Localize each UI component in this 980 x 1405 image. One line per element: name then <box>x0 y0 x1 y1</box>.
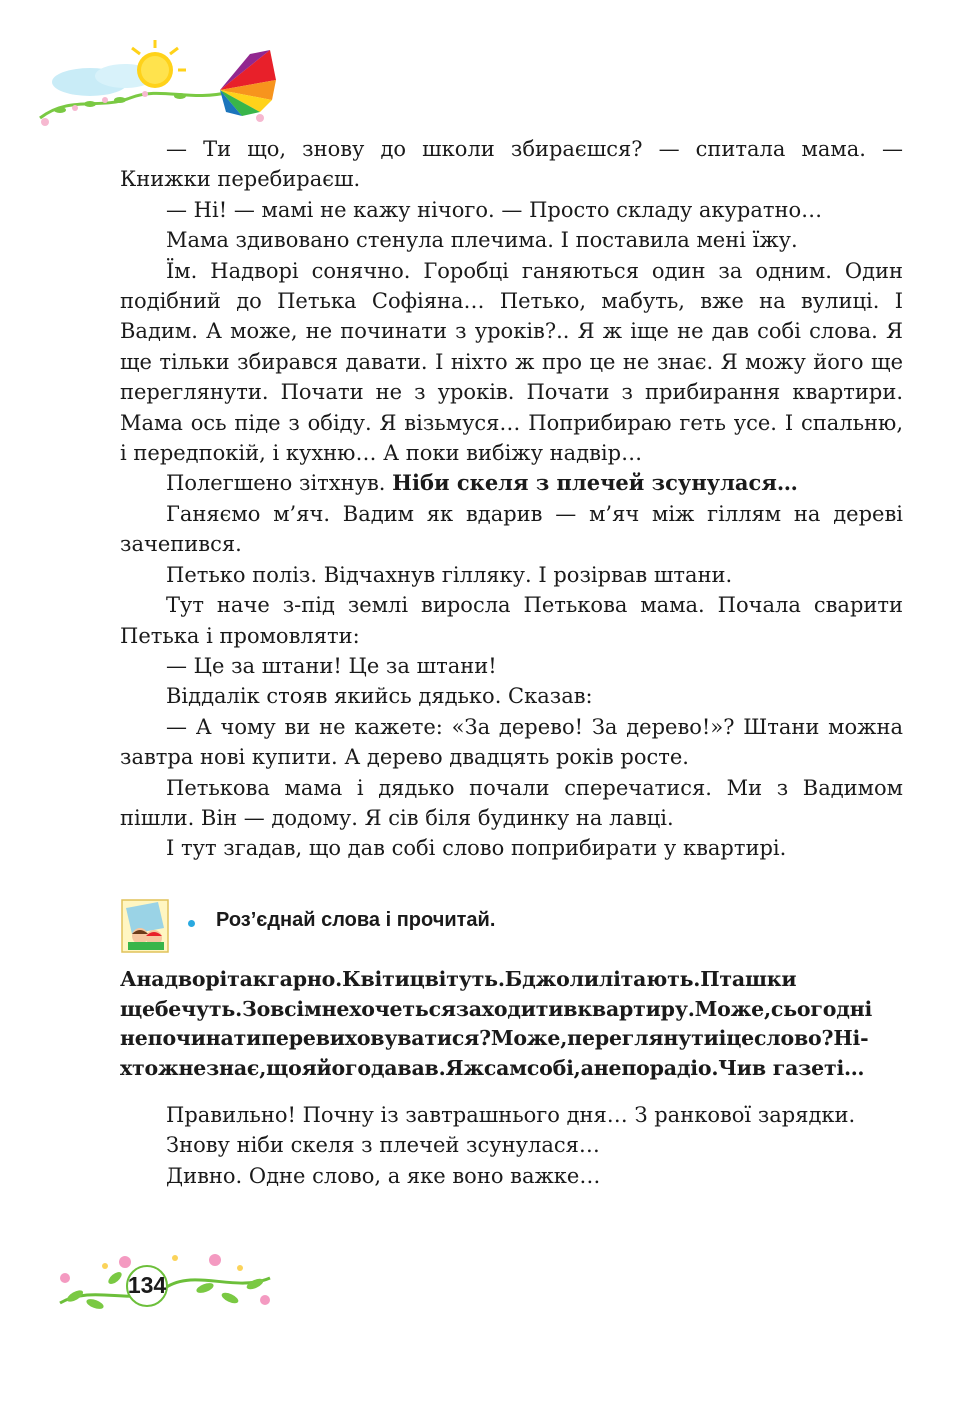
story-paragraph: — Ти що, знову до школи збираєшся? — спитала мама. — Книжки перебираєш. <box>120 137 903 192</box>
story-paragraph: Віддалік стояв якийсь дядько. Сказав: <box>166 684 593 709</box>
story-paragraph: Правильно! Почну із завтрашнього дня… З ранкової зарядки. <box>166 1103 856 1127</box>
story-paragraph: Полегшено зітхнув. Ніби скеля з плечей зсунулася… <box>166 470 798 496</box>
bold-phrase: Ніби скеля з плечей зсунулася… <box>392 470 798 496</box>
reading-children-icon <box>120 898 172 958</box>
story-paragraph: Петькова мама і дядько почали сперечатися. Ми з Вадимом пішли. Він — додому. Я сів біля будинку на лавці. <box>120 775 903 830</box>
story-paragraph: Ганяємо м’яч. Вадим як вдарив — м’яч між гіллям на дереві зачепився. <box>120 501 903 557</box>
story-paragraph: Мама здивовано стенула плечима. І поставила мені їжу. <box>166 228 798 253</box>
story-paragraph: Тут наче з-під землі виросла Петькова мама. Почала сварити Петька і промовляти: <box>120 593 903 648</box>
exercise-line: непочинатиперевиховуватися?Може,переглянутиіцеслово?Ні- <box>120 1026 869 1050</box>
task-instruction-text: Роз’єднай слова і прочитай. <box>216 909 496 931</box>
story-paragraph: — А чому ви не кажете: «За дерево! За дерево!»? Штани можна завтра нові купити. А дерево двадцять років росте. <box>120 714 903 770</box>
exercise-line: щебечуть.Зовсімнехочетьсязаходитивквартиру.Може,сьогодні <box>120 996 873 1021</box>
story-paragraph: — Це за штани! Це за штани! <box>166 653 497 678</box>
story-paragraph: І тут згадав, що дав собі слово поприбирати у квартирі. <box>166 836 787 861</box>
sun-kite-decoration-icon <box>30 40 290 135</box>
exercise-line: хтожнезнає,щояйогодавав.Яжсамсобі,анепорадіо.Чив газеті… <box>120 1055 865 1080</box>
task-instruction <box>120 898 903 958</box>
exercise-line: Анадворітакгарно.Квітицвітуть.Бджолилітають.Пташки <box>120 967 797 991</box>
page-number: 134 <box>127 1272 167 1298</box>
story-part-2 <box>120 1100 903 1191</box>
exercise-text <box>120 965 903 1083</box>
story-part-1 <box>120 134 903 864</box>
story-paragraph: — Ні! — мамі не кажу нічого. — Просто складу акуратно… <box>166 197 823 222</box>
story-paragraph: Їм. Надворі сонячно. Горобці ганяються один за одним. Один подібний до Петька Софіяна… Петько, мабуть, вже на вулиці. І Вадим. А може, не починати з уроків?.. Я ж іще не дав собі слова. Я ще тільки збирався давати. І ніхто ж про це не знає. Я можу його ще переглянути. Почати не з уроків. Почати з прибирання квартири. Мама ось піде з обіду. Я візьмуся… Поприбираю геть усе. І спальню, і передпокій, і кухню… А поки вибіжу надвір… <box>120 258 903 466</box>
bullet-icon <box>188 920 195 927</box>
story-paragraph: Дивно. Одне слово, а яке воно важке… <box>166 1163 601 1188</box>
story-paragraph: Знову ніби скеля з плечей зсунулася… <box>166 1133 600 1158</box>
story-paragraph: Петько поліз. Відчахнув гілляку. І розірвав штани. <box>166 562 733 587</box>
